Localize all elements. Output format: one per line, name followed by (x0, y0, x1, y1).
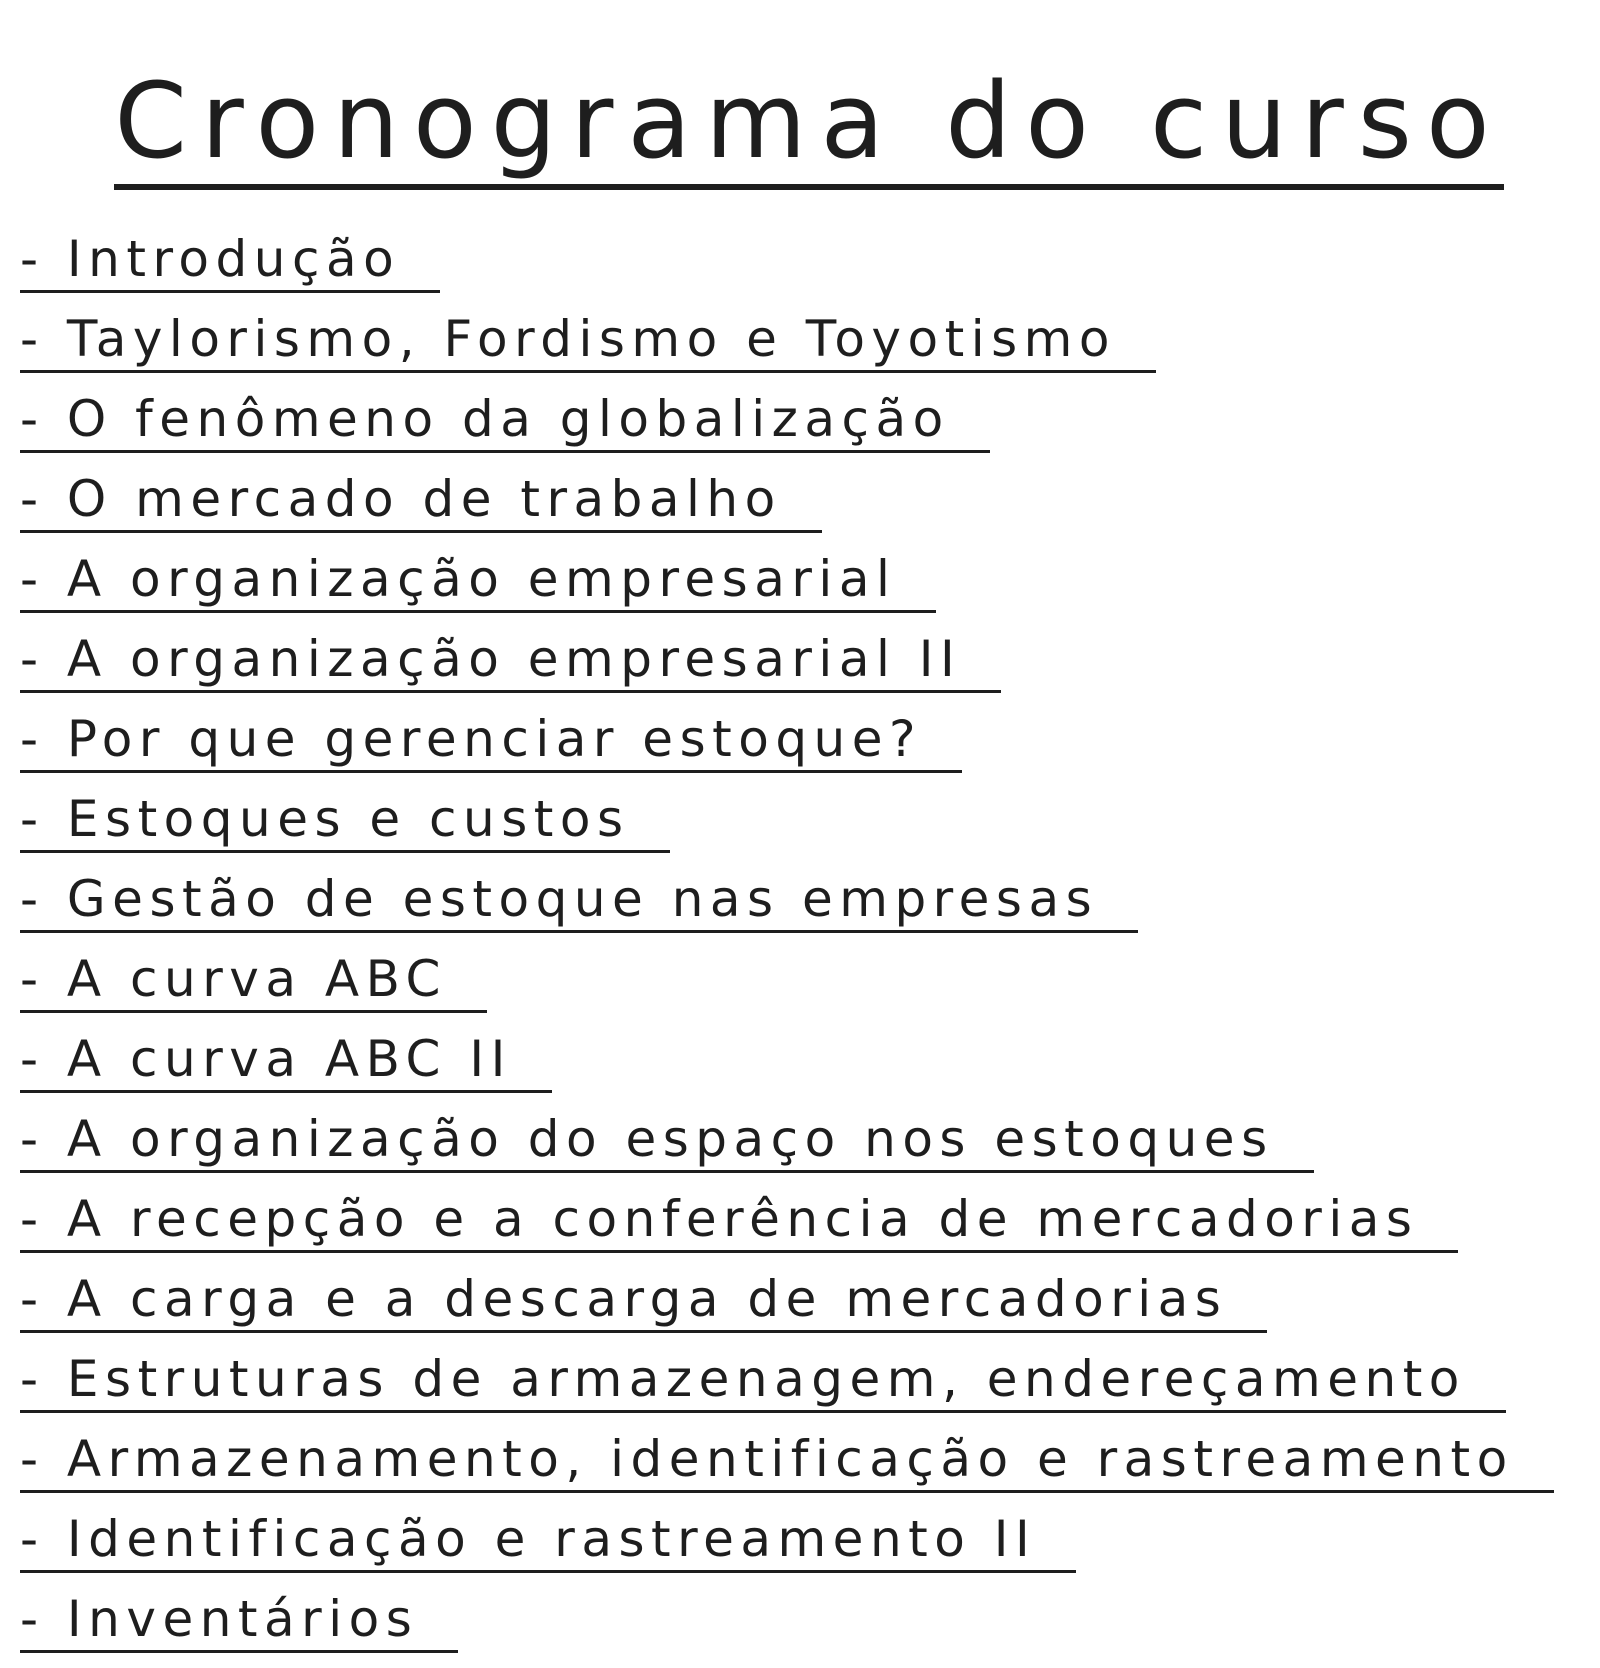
list-item (20, 1348, 1554, 1428)
list-item-text: - O fenômeno da globalização (20, 388, 990, 453)
schedule-list (20, 228, 1554, 1668)
list-item-text: - A curva ABC II (20, 1028, 552, 1093)
list-item-text: - Introdução (20, 228, 440, 293)
list-item (20, 1508, 1554, 1588)
list-item (20, 1108, 1554, 1188)
list-item-text: - A organização empresarial (20, 548, 936, 613)
list-item (20, 1428, 1554, 1508)
list-item (20, 628, 1554, 708)
list-item-text: - O mercado de trabalho (20, 468, 822, 533)
list-item-text: - Inventários (20, 1588, 458, 1653)
list-item-text: - Identificação e rastreamento II (20, 1508, 1076, 1573)
list-item-text: - Taylorismo, Fordismo e Toyotismo (20, 308, 1156, 373)
list-item (20, 1188, 1554, 1268)
list-item-text: - Gestão de estoque nas empresas (20, 868, 1138, 933)
list-item (20, 1028, 1554, 1108)
list-item-text: - Armazenamento, identificação e rastreamento (20, 1428, 1554, 1493)
list-item-text: - Estoques e custos (20, 788, 670, 853)
list-item (20, 868, 1554, 948)
list-item (20, 308, 1554, 388)
list-item (20, 788, 1554, 868)
list-item (20, 708, 1554, 788)
list-item (20, 1588, 1554, 1668)
list-item (20, 548, 1554, 628)
list-item-text: - Estruturas de armazenagem, endereçamento (20, 1348, 1506, 1413)
list-item (20, 948, 1554, 1028)
page-title: Cronograma do curso (114, 62, 1503, 190)
list-item-text: - A recepção e a conferência de mercadorias (20, 1188, 1458, 1253)
list-item-text: - A carga e a descarga de mercadorias (20, 1268, 1267, 1333)
list-item (20, 228, 1554, 308)
list-item (20, 468, 1554, 548)
list-item-text: - Por que gerenciar estoque? (20, 708, 962, 773)
list-item (20, 1268, 1554, 1348)
list-item (20, 388, 1554, 468)
title-container (0, 62, 1600, 190)
list-item-text: - A organização empresarial II (20, 628, 1001, 693)
list-item-text: - A curva ABC (20, 948, 487, 1013)
list-item-text: - A organização do espaço nos estoques (20, 1108, 1314, 1173)
